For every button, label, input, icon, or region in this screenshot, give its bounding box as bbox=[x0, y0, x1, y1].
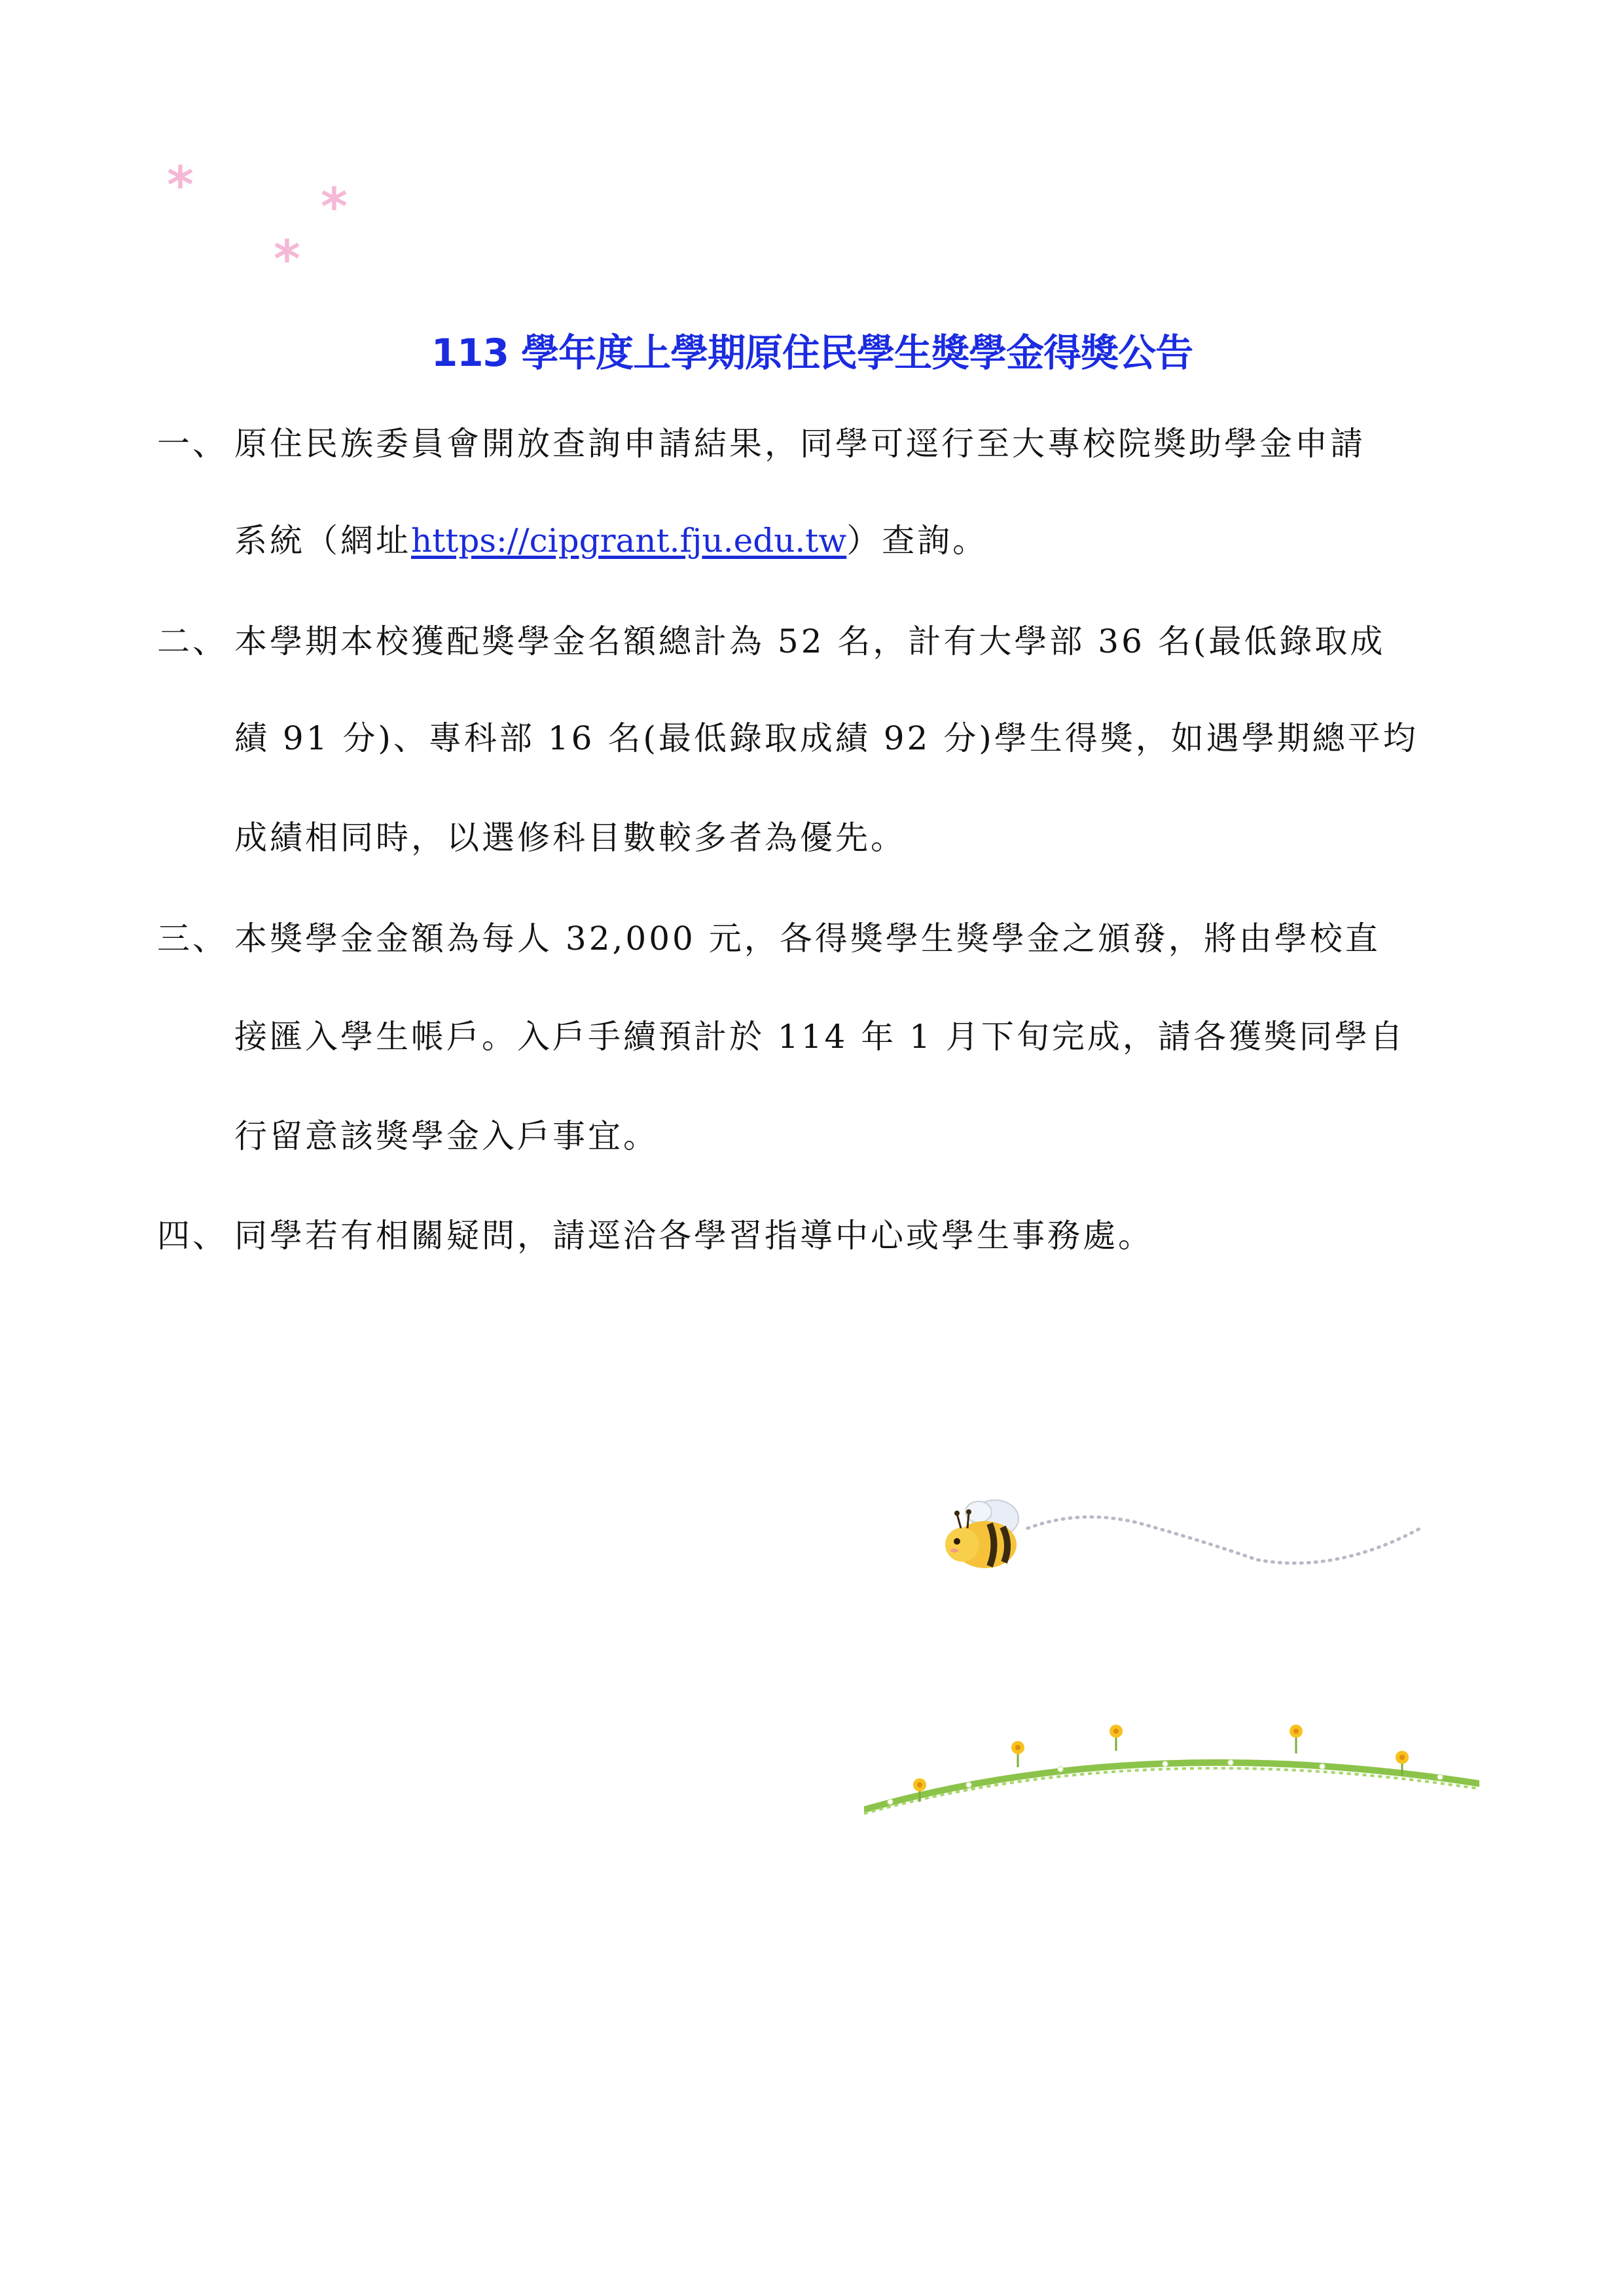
bee-meadow-illustration bbox=[864, 1482, 1479, 1823]
cipgrant-link[interactable]: https://cipgrant.fju.edu.tw bbox=[411, 522, 847, 560]
star-icon: * bbox=[321, 178, 348, 237]
item-text-line: 績 91 分)、專科部 16 名(最低錄取成績 92 分)學生得獎，如遇學期總平均 bbox=[234, 719, 1418, 757]
item-text-line: 成績相同時，以選修科目數較多者為優先。 bbox=[234, 819, 906, 857]
item-number: 四、 bbox=[157, 1217, 228, 1255]
item-text-line: 行留意該獎學金入戶事宜。 bbox=[234, 1117, 659, 1155]
item-number: 二、 bbox=[157, 622, 228, 660]
item-text-line: 本學期本校獲配獎學金名額總計為 52 名，計有大學部 36 名(最低錄取成 bbox=[234, 622, 1386, 660]
item-number: 三、 bbox=[157, 920, 228, 958]
star-decoration bbox=[157, 151, 380, 289]
item-text-line bbox=[234, 521, 988, 560]
item-text-line: 本獎學金金額為每人 32,000 元，各得獎學生獎學金之頒發，將由學校直 bbox=[234, 920, 1380, 958]
star-icon: * bbox=[274, 230, 300, 289]
item-text-fragment: ）查詢。 bbox=[846, 522, 988, 560]
page-title: 113 學年度上學期原住民學生獎學金得獎公告 bbox=[431, 331, 1193, 375]
item-text-line: 接匯入學生帳戶。入戶手續預計於 114 年 1 月下旬完成，請各獲獎同學自 bbox=[234, 1018, 1405, 1056]
item-text-fragment: 系統（網址 bbox=[234, 522, 411, 560]
item-text-line: 原住民族委員會開放查詢申請結果，同學可逕行至大專校院獎助學金申請 bbox=[234, 425, 1365, 463]
star-icon: * bbox=[167, 156, 194, 215]
item-text-line: 同學若有相關疑問，請逕洽各學習指導中心或學生事務處。 bbox=[234, 1217, 1153, 1255]
item-number: 一、 bbox=[157, 425, 228, 463]
